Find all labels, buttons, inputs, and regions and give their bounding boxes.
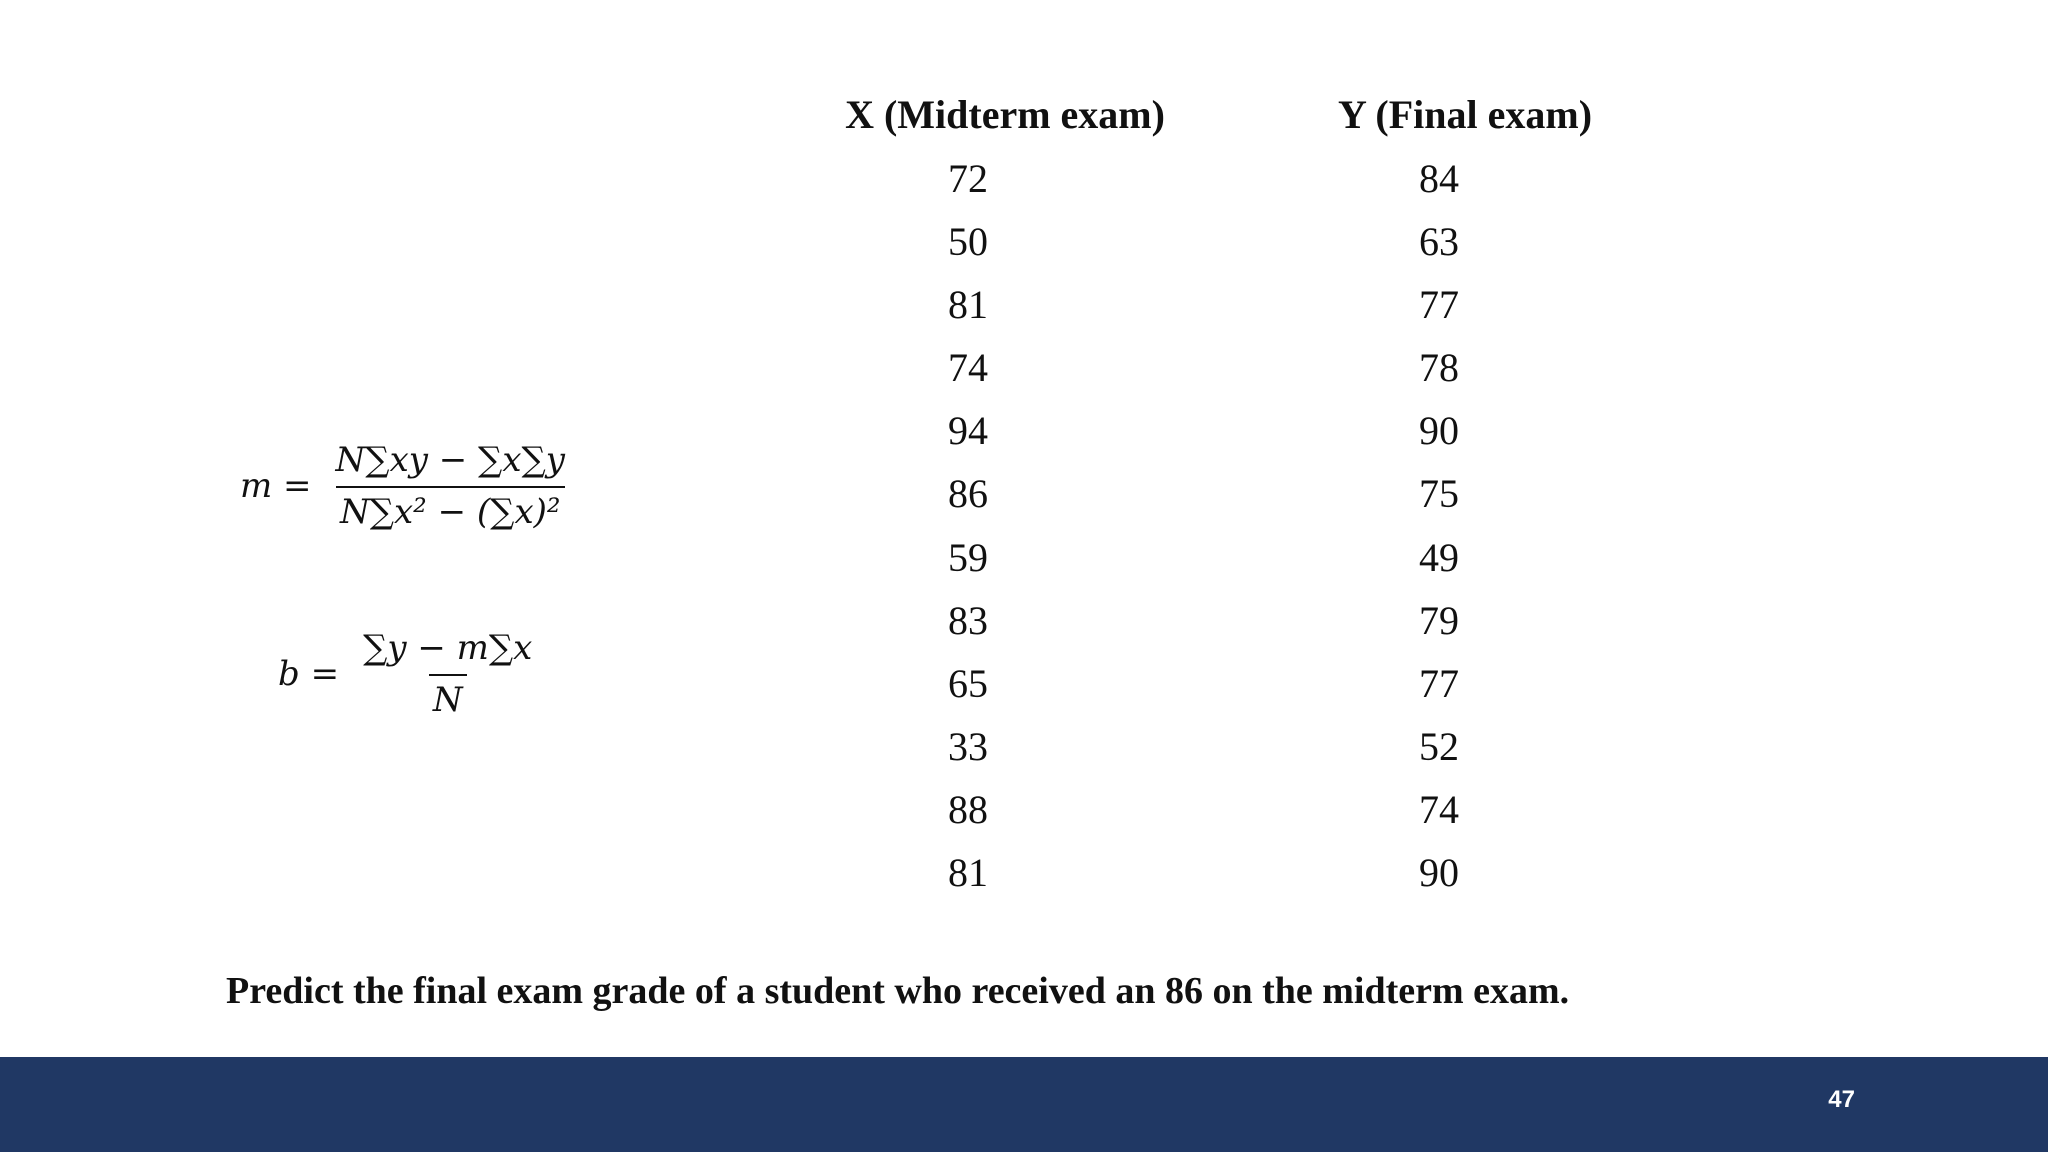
slope-formula-fraction xyxy=(332,440,569,532)
x-value: 65 xyxy=(948,660,988,706)
slope-formula xyxy=(240,440,569,532)
y-value: 52 xyxy=(1419,723,1459,769)
intercept-formula-numerator: ∑y − m∑x xyxy=(363,628,533,668)
page-number: 47 xyxy=(1828,1086,1855,1113)
y-value: 77 xyxy=(1419,660,1459,706)
intercept-formula xyxy=(278,628,536,720)
slope-formula-numerator: N∑xy − ∑x∑y xyxy=(335,440,565,480)
y-value: 74 xyxy=(1419,786,1459,832)
y-value: 63 xyxy=(1419,219,1459,265)
column-header-y: Y (Final exam) xyxy=(1337,92,1593,137)
y-value: 78 xyxy=(1419,345,1459,391)
x-value: 81 xyxy=(948,850,988,896)
question-text: Predict the final exam grade of a student who received an 86 on the midterm exam. xyxy=(226,970,1570,1012)
column-x-values xyxy=(888,152,1048,909)
x-value: 33 xyxy=(948,723,988,769)
intercept-formula-fraction xyxy=(359,628,536,720)
slope-formula-denominator: N∑x² − (∑x)² xyxy=(336,486,565,532)
x-value: 86 xyxy=(948,471,988,517)
y-value: 84 xyxy=(1419,156,1459,201)
y-value: 75 xyxy=(1419,471,1459,517)
y-value: 77 xyxy=(1419,282,1459,328)
x-value: 74 xyxy=(948,345,988,391)
intercept-formula-lhs: b = xyxy=(278,654,340,694)
x-value: 50 xyxy=(948,219,988,265)
x-value: 59 xyxy=(948,534,988,580)
intercept-formula-denominator: N xyxy=(429,674,467,720)
column-y-values xyxy=(1359,152,1519,909)
y-value: 90 xyxy=(1419,408,1459,454)
x-value: 81 xyxy=(948,282,988,328)
footer-bar xyxy=(0,1057,2048,1152)
x-value: 72 xyxy=(948,156,988,201)
column-header-x: X (Midterm exam) xyxy=(845,92,1165,137)
x-value: 88 xyxy=(948,786,988,832)
x-value: 94 xyxy=(948,408,988,454)
slope-formula-lhs: m = xyxy=(240,466,312,506)
y-value: 79 xyxy=(1419,597,1459,643)
y-value: 90 xyxy=(1419,850,1459,896)
y-value: 49 xyxy=(1419,534,1459,580)
x-value: 83 xyxy=(948,597,988,643)
